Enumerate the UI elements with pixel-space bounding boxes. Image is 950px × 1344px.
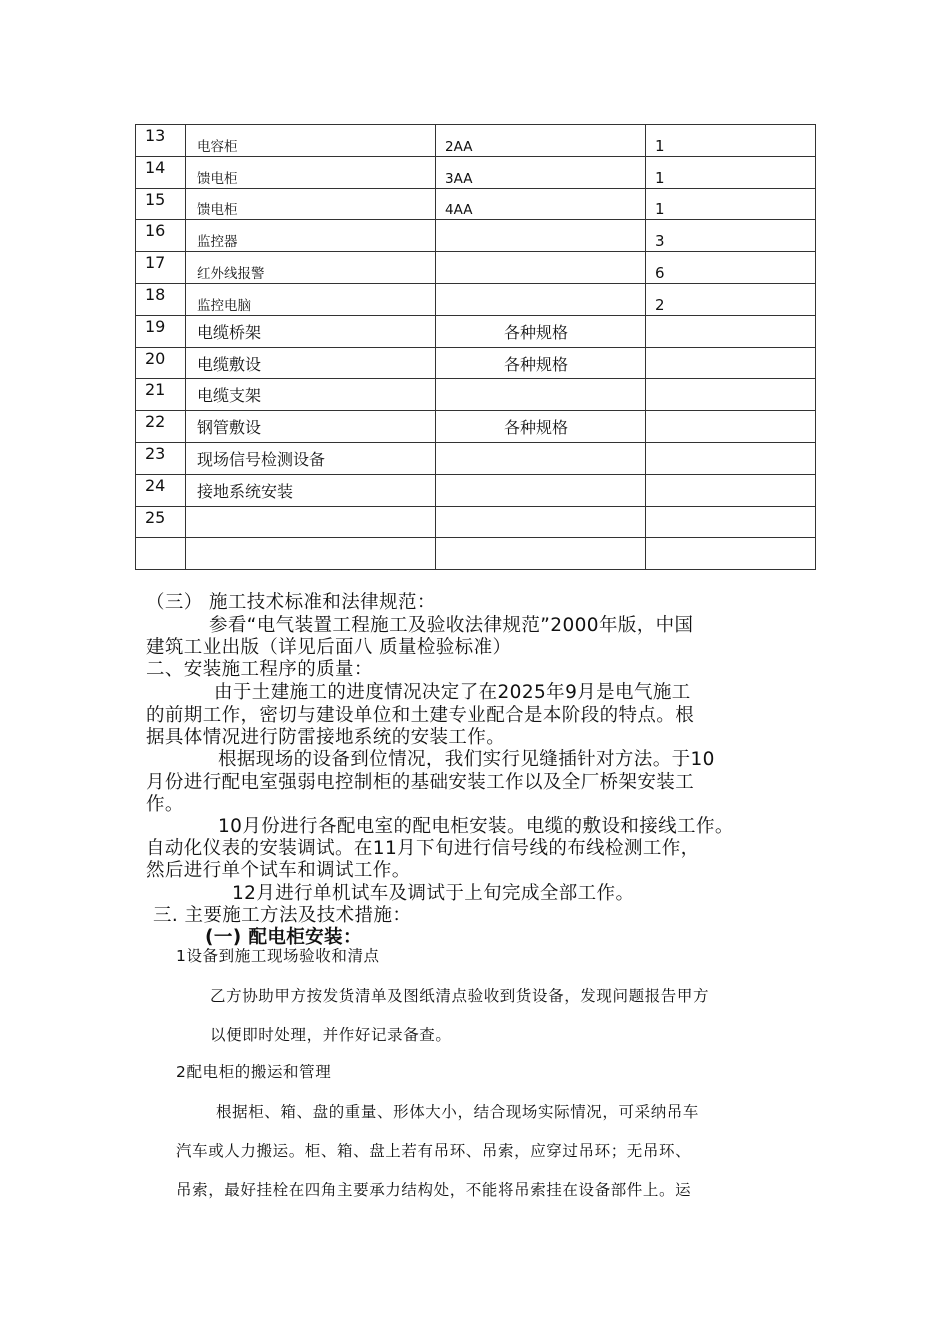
cell-qty	[646, 125, 816, 157]
cell-qty	[646, 474, 816, 506]
cell-spec	[436, 188, 646, 220]
item-name: 钢管敷设	[197, 418, 262, 438]
paragraph-line: 根据柜、箱、盘的重量、形体大小，结合现场实际情况，可采纳吊车	[216, 1103, 700, 1121]
item-quantity: 1	[655, 168, 665, 187]
cell-name	[186, 506, 436, 538]
row-number: 14	[145, 157, 166, 177]
item-spec: 2AA	[445, 138, 473, 155]
cell-name	[186, 125, 436, 157]
cell-name	[186, 220, 436, 252]
cell-name	[186, 188, 436, 220]
item-quantity: 3	[655, 232, 665, 251]
table-row	[136, 252, 816, 284]
cell-spec	[436, 506, 646, 538]
cell-qty	[646, 379, 816, 411]
cell-name	[186, 538, 436, 570]
table-row	[136, 347, 816, 379]
item-spec: 各种规格	[504, 354, 569, 374]
item-name: 电缆桥架	[197, 322, 262, 342]
paragraph-line: 根据现场的设备到位情况，我们实行见缝插针对方法。于10	[218, 749, 715, 770]
cell-qty	[646, 347, 816, 379]
item-spec: 3AA	[445, 170, 473, 187]
cell-qty	[646, 506, 816, 538]
cell-spec	[436, 315, 646, 347]
cell-number	[136, 347, 186, 379]
paragraph-line: 作。	[146, 794, 184, 815]
section-heading-quality: 二、安装施工程序的质量：	[146, 659, 373, 680]
row-number: 18	[145, 284, 166, 304]
row-number: 25	[145, 507, 166, 527]
cell-number	[136, 538, 186, 570]
row-number: 17	[145, 253, 166, 273]
cell-number	[136, 474, 186, 506]
item-quantity: 1	[655, 136, 665, 155]
cell-spec	[436, 220, 646, 252]
item-quantity: 2	[655, 295, 665, 314]
item-quantity: 6	[655, 263, 665, 282]
item-name: 电缆支架	[197, 386, 262, 406]
cell-number	[136, 220, 186, 252]
item-name: 现场信号检测设备	[197, 449, 326, 469]
row-number: 21	[145, 380, 166, 400]
row-number: 24	[145, 475, 166, 495]
table-row	[136, 188, 816, 220]
paragraph-line: 以便即时处理，并作好记录备查。	[210, 1026, 452, 1044]
cell-spec	[436, 252, 646, 284]
equipment-table-body	[136, 125, 816, 570]
paragraph-line: 建筑工业出版（详见后面八 质量检验标准）	[146, 637, 512, 658]
cell-number	[136, 411, 186, 443]
cell-name	[186, 347, 436, 379]
cell-name	[186, 442, 436, 474]
paragraph-line: 参看“电气装置工程施工及验收法律规范”2000年版，中国	[209, 615, 694, 636]
cell-spec	[436, 474, 646, 506]
paragraph-line: 然后进行单个试车和调试工作。	[146, 860, 411, 881]
cell-name	[186, 156, 436, 188]
subsection-heading-cabinet: (一) 配电柜安装：	[205, 927, 362, 948]
paragraph-line: 由于土建施工的进度情况决定了在2025年9月是电气施工	[214, 682, 691, 703]
cell-name	[186, 474, 436, 506]
item-name: 电容柜	[197, 138, 238, 155]
cell-spec	[436, 442, 646, 474]
table-row	[136, 283, 816, 315]
row-number: 19	[145, 316, 166, 336]
table-row	[136, 474, 816, 506]
cell-qty	[646, 220, 816, 252]
cell-spec	[436, 411, 646, 443]
cell-spec	[436, 347, 646, 379]
cell-name	[186, 379, 436, 411]
item-spec: 各种规格	[504, 418, 569, 438]
paragraph-line: 据具体情况进行防雷接地系统的安装工作。	[146, 727, 506, 748]
section-heading-methods: 三. 主要施工方法及技术措施：	[153, 905, 412, 926]
cell-name	[186, 411, 436, 443]
cell-qty	[646, 411, 816, 443]
cell-spec	[436, 379, 646, 411]
paragraph-line: 10月份进行各配电室的配电柜安装。电缆的敷设和接线工作。	[218, 816, 734, 837]
table-row	[136, 315, 816, 347]
row-number: 22	[145, 412, 166, 432]
cell-number	[136, 283, 186, 315]
cell-spec	[436, 538, 646, 570]
row-number: 15	[145, 189, 166, 209]
cell-qty	[646, 442, 816, 474]
cell-number	[136, 315, 186, 347]
table-row	[136, 220, 816, 252]
paragraph-line: 12月进行单机试车及调试于上旬完成全部工作。	[232, 883, 635, 904]
equipment-table	[135, 124, 816, 570]
item-name: 红外线报警	[197, 265, 265, 282]
cell-spec	[436, 156, 646, 188]
cell-name	[186, 315, 436, 347]
item-name: 监控电脑	[197, 297, 251, 314]
item-spec: 各种规格	[504, 322, 569, 342]
table-row	[136, 379, 816, 411]
cell-number	[136, 379, 186, 411]
row-number: 23	[145, 443, 166, 463]
paragraph-line: 吊索，最好挂栓在四角主要承力结构处，不能将吊索挂在设备部件上。运	[176, 1181, 692, 1199]
cell-qty	[646, 315, 816, 347]
cell-number	[136, 125, 186, 157]
cell-name	[186, 252, 436, 284]
cell-qty	[646, 252, 816, 284]
paragraph-line: 汽车或人力搬运。柜、箱、盘上若有吊环、吊索，应穿过吊环；无吊环、	[176, 1142, 692, 1160]
paragraph-line: 自动化仪表的安装调试。在11月下旬进行信号线的布线检测工作，	[146, 838, 700, 859]
table-row	[136, 125, 816, 157]
item-title: 1设备到施工现场验收和清点	[176, 947, 380, 965]
table-row	[136, 506, 816, 538]
row-number: 13	[145, 126, 166, 145]
cell-number	[136, 188, 186, 220]
item-name: 馈电柜	[197, 170, 238, 187]
item-title: 2配电柜的搬运和管理	[176, 1063, 332, 1081]
cell-spec	[436, 283, 646, 315]
cell-number	[136, 506, 186, 538]
item-spec: 4AA	[445, 202, 473, 219]
paragraph-line: 乙方协助甲方按发货清单及图纸清点验收到货设备，发现问题报告甲方	[210, 987, 710, 1005]
row-number: 16	[145, 221, 166, 241]
item-name: 监控器	[197, 234, 238, 251]
table-row	[136, 411, 816, 443]
paragraph-line: 月份进行配电室强弱电控制柜的基础安装工作以及全厂桥架安装工	[146, 772, 695, 793]
item-name: 馈电柜	[197, 202, 238, 219]
cell-spec	[436, 125, 646, 157]
cell-number	[136, 156, 186, 188]
section-heading-standards: （三） 施工技术标准和法律规范：	[146, 592, 436, 613]
cell-number	[136, 252, 186, 284]
table-row	[136, 442, 816, 474]
table-row	[136, 538, 816, 570]
item-name: 接地系统安装	[197, 481, 294, 501]
paragraph-line: 的前期工作，密切与建设单位和土建专业配合是本阶段的特点。根	[146, 705, 695, 726]
item-quantity: 1	[655, 200, 665, 219]
cell-number	[136, 442, 186, 474]
cell-qty	[646, 188, 816, 220]
cell-qty	[646, 156, 816, 188]
row-number: 20	[145, 348, 166, 368]
cell-qty	[646, 538, 816, 570]
cell-qty	[646, 283, 816, 315]
item-name: 电缆敷设	[197, 354, 262, 374]
cell-name	[186, 283, 436, 315]
table-row	[136, 156, 816, 188]
